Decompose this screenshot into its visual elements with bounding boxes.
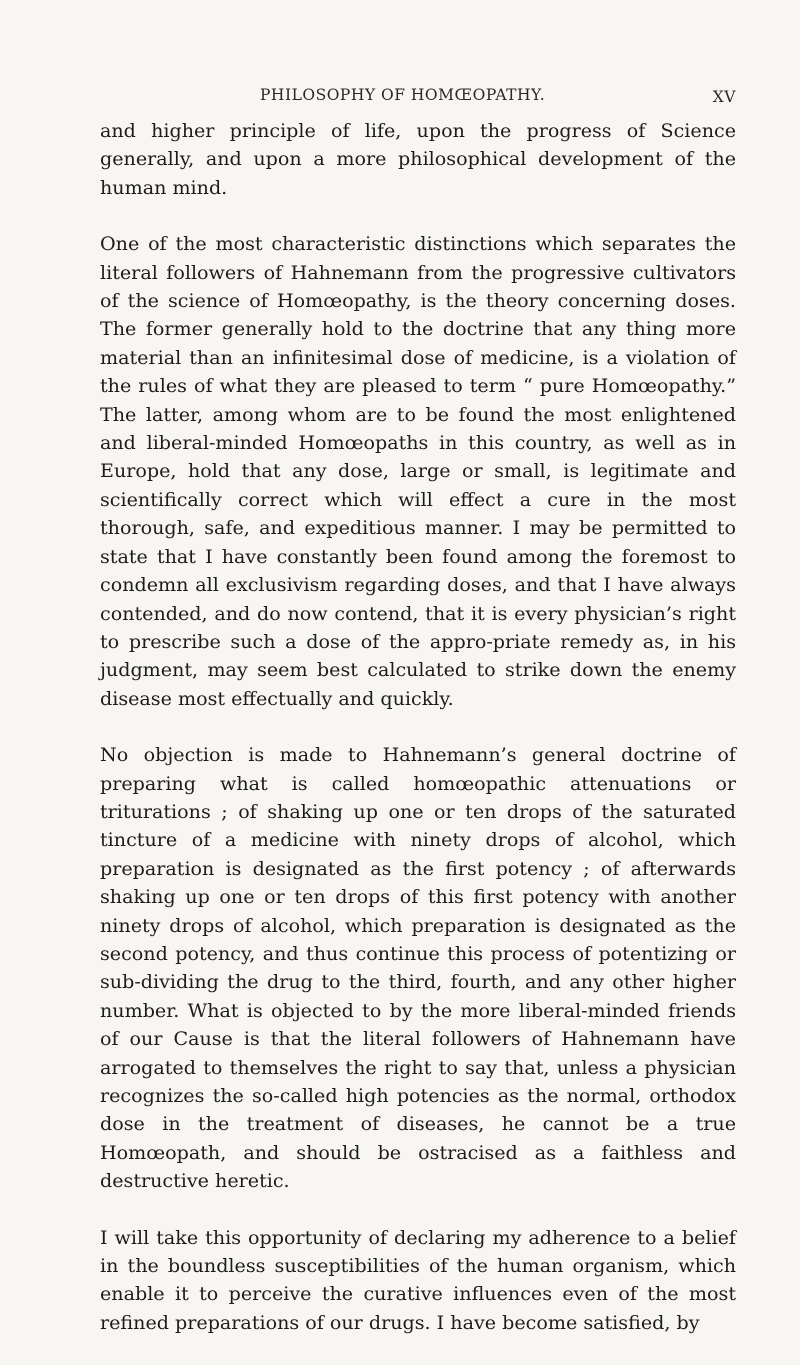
- body-text: [100, 117, 736, 1365]
- paragraph-potency-preparation: No objection is made to Hahnemann’s general doctrine of preparing what is called homœopathic attenuations or triturations ; of shaking up one or ten drops of the saturated tincture of a medicine with ninety drops of alcohol, which preparation is designated as the first potency ; of afterwards shaking up one or ten drops of this first potency with another ninety drops of alcohol, which preparation is designated as the second potency, and thus continue this process of potentizing or sub-dividing the drug to the third, fourth, and any other higher number. What is objected to by the more liberal-minded friends of our Cause is that the literal followers of Hahnemann have arrogated to themselves the right to say that, unless a physician recognizes the so-called high potencies as the normal, orthodox dose in the treatment of diseases, he cannot be a true Homœopath, and should be ostracised as a faithless and destructive heretic.: [100, 743, 736, 1193]
- paragraph-susceptibilities: I will take this opportunity of declaring my adherence to a belief in the boundless susceptibilities of the human organism, which enable it to perceive the curative influences even of the most refined preparations of our drugs. I have become satisfied, by: [100, 1225, 736, 1334]
- paragraph-dose-distinctions: One of the most characteristic distinctions which separates the literal followers of Hahnemann from the progressive cultivators of the science of Homœopathy, is the theory concerning doses. The former generally hold to the doctrine that any thing more material than an infinitesimal dose of medicine, is a violation of the rules of what they are pleased to term “ pure Homœopathy.” The latter, among whom are to be found the most enlightened and liberal-minded Homœopaths in this country, as well as in Europe, hold that any dose, large or small, is legitimate and scientifically correct which will effect a cure in the most thorough, safe, and expeditious manner. I may be permitted to state that I have constantly been found among the foremost to condemn all exclusivism regarding doses, and that I have always contended, and do now contend, that it is every physician’s right to prescribe such a dose of the appro-priate remedy as, in his judgment, may seem best calculated to strike down the enemy disease most effectually and quickly.: [100, 232, 736, 710]
- paragraph-continued: and higher principle of life, upon the progress of Science generally, and upon a more philosophical development of the human mind.: [100, 119, 736, 199]
- page-number: XV: [712, 88, 736, 106]
- running-head: [100, 86, 736, 110]
- running-title: PHILOSOPHY OF HOMŒOPATHY.: [260, 86, 546, 104]
